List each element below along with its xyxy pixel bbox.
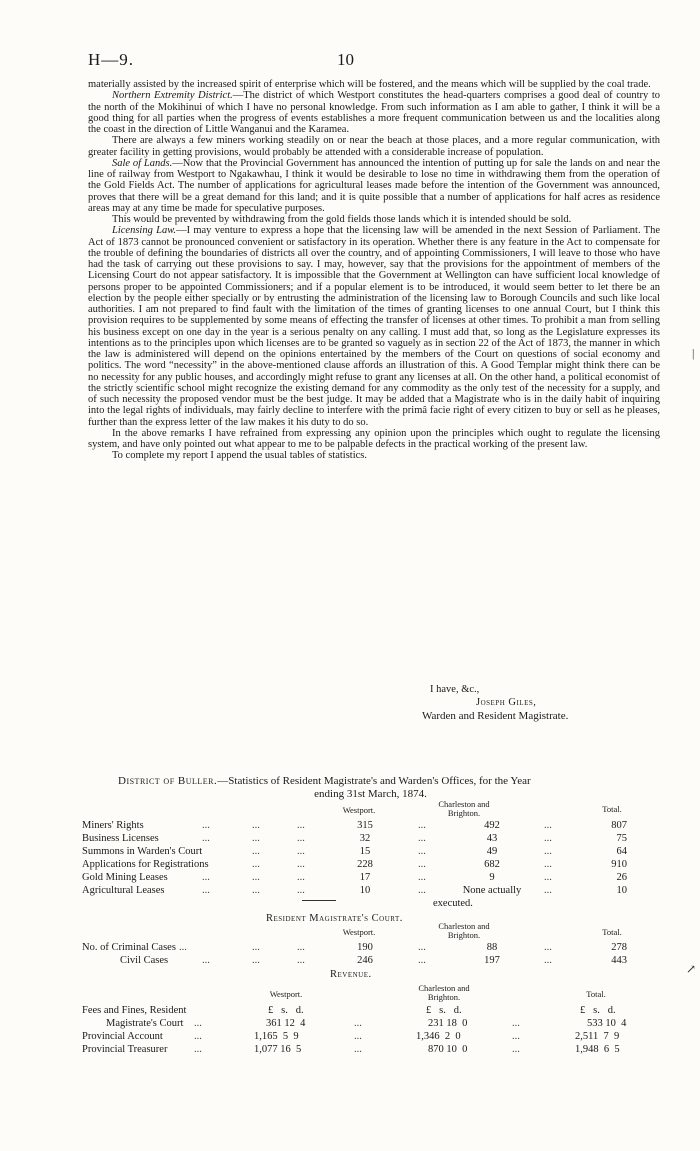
table-row: [82, 955, 662, 968]
cell-total: 26: [616, 872, 627, 883]
cell-charleston: 682: [484, 859, 500, 870]
executed-note: executed.: [433, 898, 473, 909]
margin-mark: |: [692, 346, 695, 360]
leader-dots: ...: [512, 1031, 520, 1042]
leader-dots: ...: [252, 833, 260, 844]
leader-dots: ...: [202, 820, 210, 831]
paragraph-text: —I may venture to express a hope that the licensing law will be amended in the next Session of Parliament. The Act of 1873 cannot be pronounced convenient or satisfactory in its operation. Whether there is any feature in the Act to compensate for the trouble of defining the boundaries of districts all over the country, and of appointing Commissioners, I will leave to those who have had the task of carrying out these provisions to say. I may, however, say that the provisions for the appointment of members of the Licensing Court do not appear satisfactory. It is impossible that the Government at Wellington can have sufficient local knowledge of persons proper to be appointed Commissioners; and if a popular element is to be introduced, it would seem better to let there be an election by the people either specially or by entrusting the administration of the licensing law to Borough Councils and such like local authorities. I am not prepared to find fault with the limitation of the times of granting licenses to one annual Court, but I think this provision requires to be supplemented by some means of effecting the transfer of licenses at other times. To prohibit a man from selling his business except on one day in the year is a serious penalty on any calling. I must add that, so long as the Legislature expresses its intentions as to the principles upon which licenses are to be granted so vaguely as in section 22 of the Act of 1873, the manner in which the law is administered will depend on the opinions entertained by the members of the Court on questions of social economy and politics. The word “necessity” in the above-mentioned clause affords an illustration of this. A Good Templar might think there can be no necessity for any public houses, and accordingly might refuse to grant any licenses at all. On the other hand, a political economist of the strictly scientific school might recognize the existing demand for any commodity as the only test of the necessity for a supply, and of such necessity the proposed vendor must be the best judge. It may be added that a Magistrate who is in the daily habit of inquiring into the legal rights of individuals, may fairly decline to interfere with the primâ facie right of every citizen to buy or sell as he pleases, further than the express letter of the law makes it his duty to do so.: [88, 225, 660, 428]
district-name: District of Buller.: [118, 775, 218, 787]
row-label: Business Licenses: [82, 833, 159, 844]
leader-dots: ...: [297, 955, 305, 966]
cell-westport: 1,077 16 5: [254, 1044, 302, 1055]
leader-dots: ...: [544, 872, 552, 883]
signature-name: Joseph Giles,: [476, 697, 537, 708]
cell-total: 2,511 7 9: [575, 1031, 620, 1042]
cell-westport: 246: [357, 955, 373, 966]
leader-dots: ...: [252, 885, 260, 896]
rm-court-heading: Resident Magistrate's Court.: [266, 913, 403, 924]
paragraph: [88, 79, 660, 90]
table-row: [82, 942, 662, 955]
col-header-charleston-line2: Brighton.: [447, 930, 481, 940]
cell-westport: 15: [359, 846, 371, 857]
leader-dots: ...: [297, 885, 305, 896]
col-header-westport: Westport.: [342, 805, 376, 815]
paragraph: [88, 225, 660, 428]
cell-charleston: 88: [486, 942, 498, 953]
cell-westport: 1,165 5 9: [254, 1031, 299, 1042]
leader-dots: ...: [544, 820, 552, 831]
leader-dots: ...: [252, 859, 260, 870]
table-row: [82, 846, 662, 859]
report-body: [88, 79, 660, 462]
cell-charleston: None actually: [462, 885, 522, 896]
cell-westport: 10: [359, 885, 371, 896]
paragraph-text: materially assisted by the increased spirit of enterprise which will be fostered, and the means which will be supplied by the coal trade.: [88, 79, 651, 90]
leader-dots: ...: [194, 1031, 202, 1042]
paragraph: [88, 450, 660, 461]
leader-dots: ...: [418, 942, 426, 953]
cell-total: 10: [616, 885, 627, 896]
table-row: [82, 1005, 662, 1018]
rm-col-header-total: Total.: [602, 927, 622, 937]
cell-westport: 32: [359, 833, 371, 844]
cell-charleston: 9: [489, 872, 495, 883]
cell-total: 75: [616, 833, 627, 844]
cell-total: 64: [616, 846, 627, 857]
leader-dots: ...: [544, 885, 552, 896]
cell-charleston: 197: [484, 955, 500, 966]
signature-closing: I have, &c.,: [430, 684, 480, 695]
row-label: Provincial Account: [82, 1031, 163, 1042]
rule: [302, 900, 336, 901]
rm-col-header-westport: Westport.: [342, 927, 376, 937]
row-label: Gold Mining Leases: [82, 872, 168, 883]
leader-dots: ...: [297, 942, 305, 953]
rev-col-header-charleston: [394, 984, 494, 1002]
leader-dots: ...: [297, 872, 305, 883]
leader-dots: ...: [297, 859, 305, 870]
leader-dots: ...: [252, 955, 260, 966]
cell-charleston: 49: [486, 846, 498, 857]
row-label: Magistrate's Court: [106, 1018, 184, 1029]
col-header-charleston: [414, 800, 514, 818]
row-label: Applications for Registrations: [82, 859, 209, 870]
leader-dots: ...: [418, 833, 426, 844]
cell-total: 443: [611, 955, 627, 966]
table-title-line1: —Statistics of Resident Magistrate's and Warden's Offices, for the Year: [217, 775, 531, 787]
cell-westport: 361 12 4: [266, 1018, 306, 1029]
row-label: Summons in Warden's Court: [82, 846, 203, 857]
leader-dots: ...: [252, 846, 260, 857]
leader-dots: ...: [202, 955, 210, 966]
lsd-header-total: £ s. d.: [580, 1005, 616, 1016]
leader-dots: ...: [252, 872, 260, 883]
table-row: [82, 1044, 662, 1057]
paragraph-lead: Northern Extremity District.: [112, 90, 233, 102]
leader-dots: ...: [179, 942, 187, 953]
rev-col-header-westport: Westport.: [269, 989, 303, 999]
table-title: [118, 775, 653, 801]
paragraph-text: In the above remarks I have refrained from expressing any opinion upon the principles which ought to regulate the licensing system, and have only pointed out what appear to me to be palpable defects in the practical working of the present law.: [88, 427, 660, 450]
leader-dots: ...: [544, 955, 552, 966]
lsd-header-westport: £ s. d.: [268, 1005, 304, 1016]
cell-total: 278: [611, 942, 627, 953]
leader-dots: ...: [544, 942, 552, 953]
table-row: [82, 1031, 662, 1044]
cell-total: 533 10 4: [587, 1018, 627, 1029]
col-header-charleston-line2: Brighton.: [447, 808, 481, 818]
table-row: [82, 833, 662, 846]
row-label: No. of Criminal Cases: [82, 942, 176, 953]
cell-charleston: 43: [486, 833, 498, 844]
leader-dots: ...: [202, 885, 210, 896]
paragraph-text: There are always a few miners working steadily on or near the beach at those places, and a more regular communication, with greater facility in getting provisions, would probably be attended with a considerable increase of population.: [88, 135, 660, 158]
leader-dots: ...: [202, 872, 210, 883]
leader-dots: ...: [252, 820, 260, 831]
signature-title: Warden and Resident Magistrate.: [422, 710, 569, 722]
leader-dots: ...: [544, 833, 552, 844]
cell-charleston: 870 10 0: [428, 1044, 468, 1055]
cell-total: 807: [611, 820, 627, 831]
leader-dots: ...: [544, 846, 552, 857]
cell-westport: 228: [357, 859, 373, 870]
paragraph-text: —Now that the Provincial Government has announced the intention of putting up for sale the lands on and near the line of railway from Westport to Ngakawhau, I think it would be desirable to lose no time in withdrawing them from the operation of the Gold Fields Act. The number of applications for agricultural leases made before the intention of the Government was announced, proves that there will be a great demand for this land; and it is quite possible that a number of applications for half acres as residence areas may at any time be made for speculative purposes.: [88, 157, 660, 214]
leader-dots: ...: [512, 1018, 520, 1029]
table-row: [82, 1018, 662, 1031]
paragraph: [88, 214, 660, 225]
leader-dots: ...: [297, 846, 305, 857]
cell-westport: 190: [357, 942, 373, 953]
table-row: [82, 859, 662, 872]
page-header-ref: H—9.: [88, 50, 135, 69]
leader-dots: ...: [354, 1044, 362, 1055]
table-title-line2: ending 31st March, 1874.: [314, 788, 427, 800]
leader-dots: ...: [194, 1044, 202, 1055]
row-label: Agricultural Leases: [82, 885, 165, 896]
leader-dots: ...: [194, 1018, 202, 1029]
lsd-header-charleston: £ s. d.: [426, 1005, 462, 1016]
leader-dots: ...: [418, 872, 426, 883]
table-row: [82, 820, 662, 833]
leader-dots: ...: [418, 820, 426, 831]
leader-dots: ...: [354, 1031, 362, 1042]
leader-dots: ...: [418, 846, 426, 857]
leader-dots: ...: [418, 859, 426, 870]
paragraph-text: To complete my report I append the usual tables of statistics.: [112, 450, 367, 462]
paragraph: [88, 135, 660, 158]
cell-total: 910: [611, 859, 627, 870]
leader-dots: ...: [252, 942, 260, 953]
row-label: Provincial Treasurer: [82, 1044, 168, 1055]
paragraph-lead: Licensing Law.: [112, 225, 177, 237]
cell-westport: 315: [357, 820, 373, 831]
paragraph-lead: Sale of Lands.: [112, 157, 173, 169]
col-header-charleston-line1: Charleston and: [438, 921, 490, 931]
paragraph-text: This would be prevented by withdrawing from the gold fields those lands which it is intended should be sold.: [112, 214, 572, 225]
col-header-charleston-line2: Brighton.: [427, 992, 461, 1002]
leader-dots: ...: [544, 859, 552, 870]
paragraph-text: —The district of which Westport constitutes the head-quarters comprises a good deal of country to the north of the Mokihinui of which I have no personal knowledge. From such information as I am able to gather, I think it will be a good thing for all parties when the progress of events establishes a more frequent communication between us and the localities along the coast in the direction of Little Wanganui and the Karamea.: [88, 90, 661, 135]
cell-charleston: 231 18 0: [428, 1018, 468, 1029]
paragraph: [88, 90, 660, 135]
cell-charleston: 1,346 2 0: [416, 1031, 461, 1042]
cell-total: 1,948 6 5: [575, 1044, 620, 1055]
col-header-charleston-line1: Charleston and: [418, 983, 470, 993]
col-header-charleston-line1: Charleston and: [438, 799, 490, 809]
cell-westport: 17: [359, 872, 371, 883]
leader-dots: ...: [354, 1018, 362, 1029]
table-row: [82, 885, 662, 898]
row-label: Miners' Rights: [82, 820, 144, 831]
rm-col-header-charleston: [414, 922, 514, 940]
margin-mark: ↗: [686, 962, 697, 976]
table-row: [82, 872, 662, 885]
col-header-total: Total.: [602, 804, 622, 814]
leader-dots: ...: [202, 833, 210, 844]
paragraph: [88, 158, 660, 214]
row-label: Civil Cases: [120, 955, 169, 966]
leader-dots: ...: [297, 833, 305, 844]
revenue-heading: Revenue.: [330, 969, 372, 980]
leader-dots: ...: [297, 820, 305, 831]
row-label: Fees and Fines, Resident: [82, 1005, 187, 1016]
leader-dots: ...: [418, 955, 426, 966]
rev-col-header-total: Total.: [586, 989, 606, 999]
paragraph: [88, 428, 660, 451]
cell-charleston: 492: [484, 820, 500, 831]
page-number: 10: [337, 50, 354, 69]
leader-dots: ...: [418, 885, 426, 896]
leader-dots: ...: [512, 1044, 520, 1055]
